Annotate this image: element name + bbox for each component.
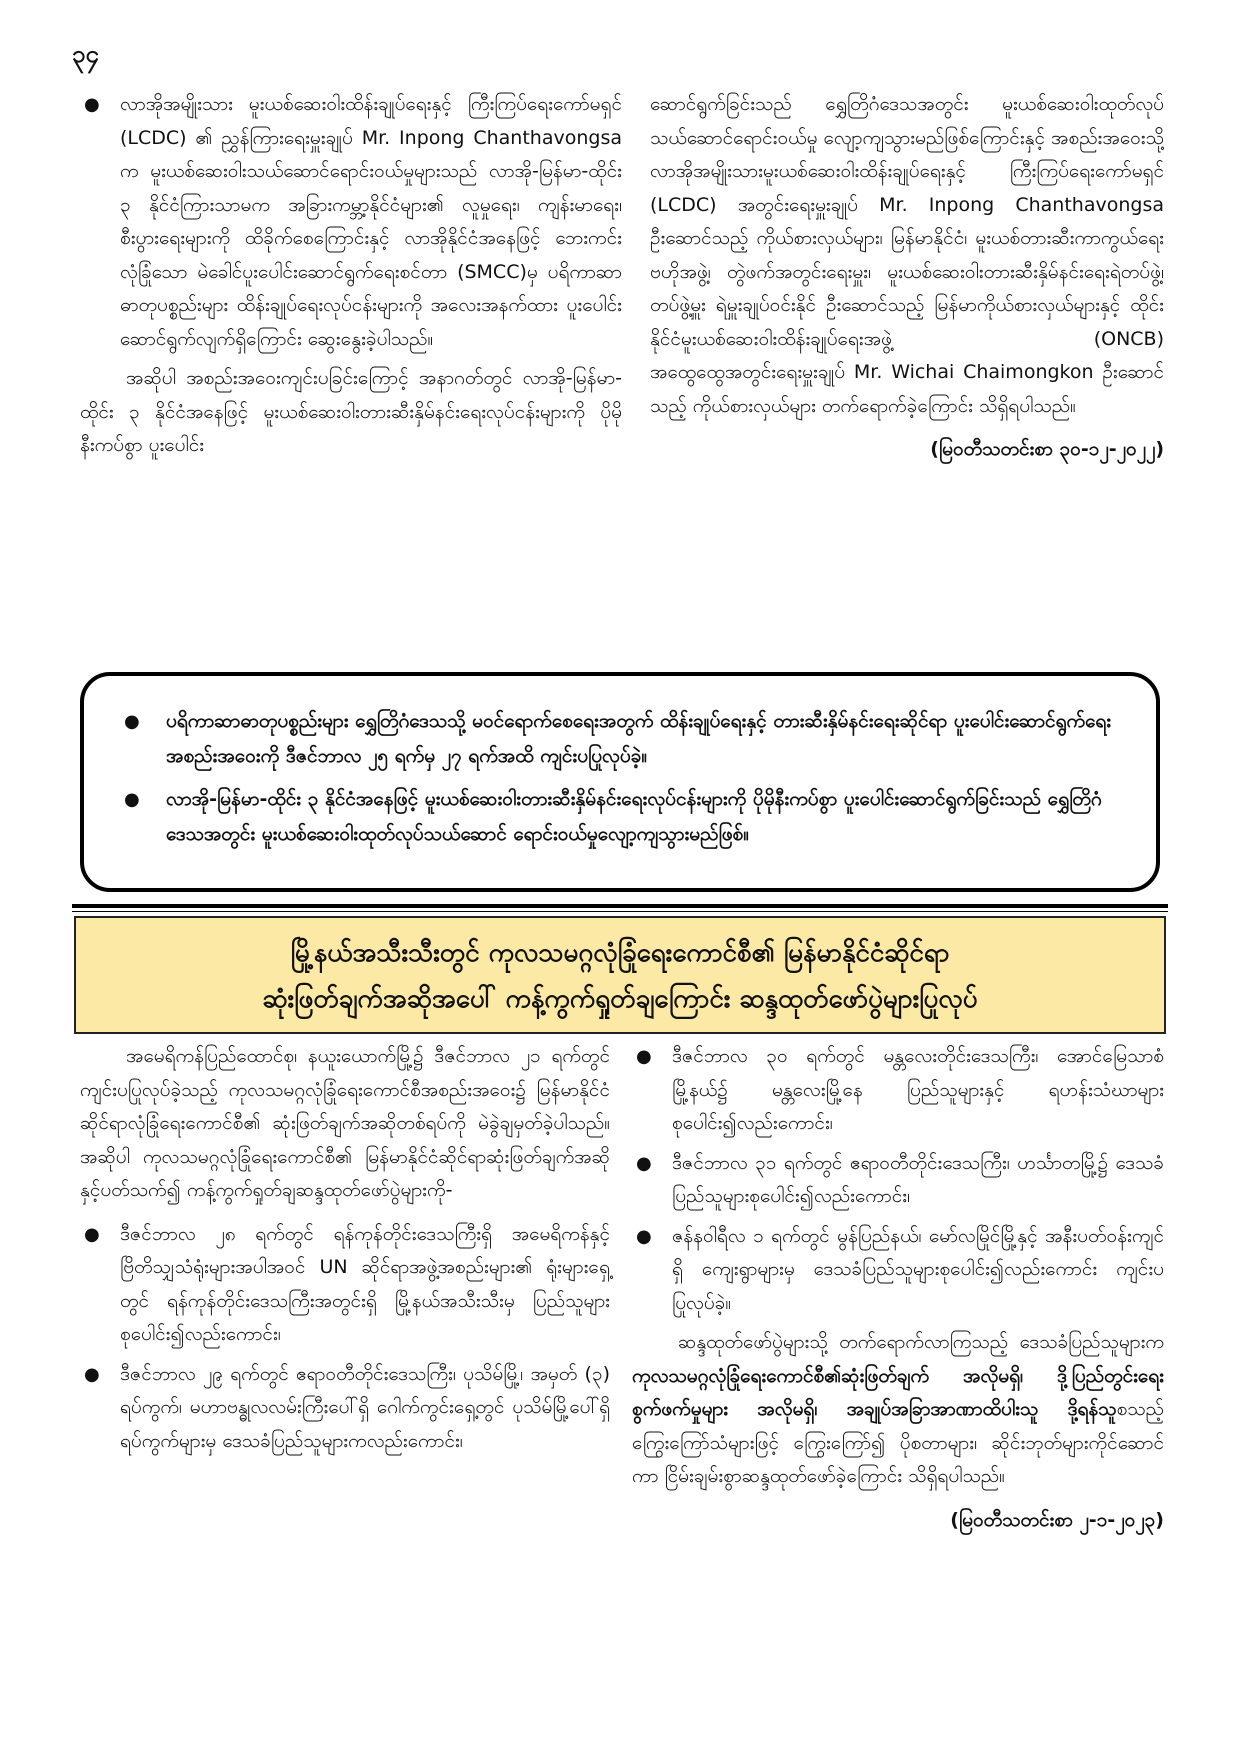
section-divider <box>72 904 1168 908</box>
protest-event-bullet: ● ဒီဇင်ဘာလ ၂၈ ရက်တွင် ရန်ကုန်တိုင်းဒေသကြီးရှိ အမေရိကန်နှင့် ဗြိတိသျှသံရုံးများအပါအဝင် UN ဆိုင်ရာအဖွဲ့အစည်းများ၏ ရုံးများရှေ့တွင် ရန်ကုန်တိုင်းဒေသကြီးအတွင်းရှိ မြို့နယ်အသီးသီးမှ ပြည်သူများစုပေါင်း၍လည်းကောင်း၊ <box>80 1218 610 1352</box>
page-number: ၃၄ <box>72 40 99 68</box>
slogans-text: ကုလသမဂ္ဂလုံခြုံရေးကောင်စီ၏ဆုံးဖြတ်ချက် အလိုမရှိ၊ ဒို့ပြည်တွင်းရေးစွက်ဖက်မှုများ အလိုမရှိ၊ အချုပ်အခြာအာဏာထိပါးသူ ဒို့ရန်သူ <box>632 1364 1164 1420</box>
protest-event-bullet: ● ဒီဇင်ဘာလ ၃၀ ရက်တွင် မန္တလေးတိုင်းဒေသကြီး၊ အောင်မြေသာစံမြို့နယ်၌ မန္တလေးမြို့နေ ပြည်သူများနှင့် ရဟန်းသံဃာများစုပေါင်း၍လည်းကောင်း၊ <box>632 1040 1164 1141</box>
top-right-column <box>650 88 1164 486</box>
protest-event-bullet: ● ဇန်နဝါရီလ ၁ ရက်တွင် မွန်ပြည်နယ်၊ မော်လမြိုင်မြို့နှင့် အနီးပတ်ဝန်းကျင်ရှိ ကျေးရွာများမှ ဒေသခံပြည်သူများစုပေါင်း၍လည်းကောင်း ကျင်းပပြုလုပ်ခဲ့။ <box>632 1220 1164 1321</box>
source-citation: (မြဝတီသတင်းစာ ၃၀-၁၂-၂၀၂၂) <box>930 438 1164 460</box>
closing-paragraph <box>632 1326 1164 1494</box>
summary-bullet: ● ပရိကာဆာဓာတုပစ္စည်းများ ရွှေတြိဂံဒေသသို့ မဝင်ရောက်စေရေးအတွက် ထိန်းချုပ်ရေးနှင့် တားဆီးနှိမ်နင်းရေးဆိုင်ရာ ပူးပေါင်းဆောင်ရွက်ရေးအစည်းအဝေးကို ဒီဇင်ဘာလ ၂၅ ရက်မှ ၂၇ ရက်အထိ ကျင်းပပြုလုပ်ခဲ့။ <box>120 704 1128 774</box>
bottom-right-column <box>632 1040 1164 1556</box>
attendees-paragraph: ဆောင်ရွက်ခြင်းသည် ရွှေတြိဂံဒေသအတွင်း မူးယစ်ဆေးဝါးထုတ်လုပ်သယ်ဆောင်ရောင်းဝယ်မှု လျော့ကျသွားမည်ဖြစ်ကြောင်းနှင့် အစည်းအဝေးသို့ လာအိုအမျိုးသားမူးယစ်ဆေးဝါးထိန်းချုပ်ရေးနှင့် ကြီးကြပ်ရေးကော်မရှင် (LCDC) အတွင်းရေးမှူးချုပ် Mr. Inpong Chanthavongsa ဦးဆောင်သည့် ကိုယ်စားလှယ်များ၊ မြန်မာနိုင်ငံ၊ မူးယစ်တားဆီးကာကွယ်ရေးဗဟိုအဖွဲ့၊ တွဲဖက်အတွင်းရေးမှူး၊ မူးယစ်ဆေးဝါးတားဆီးနှိမ်နင်းရေးရဲတပ်ဖွဲ့၊ တပ်ဖွဲ့မှူး ရဲမှူးချုပ်ဝင်းနိုင် ဦးဆောင်သည့် မြန်မာကိုယ်စားလှယ်များနှင့် ထိုင်းနိုင်ငံမူးယစ်ဆေးဝါးထိန်းချုပ်ရေးအဖွဲ့ (ONCB) အထွေထွေအတွင်းရေးမှူးချုပ် Mr. Wichai Chaimongkon ဦးဆောင်သည့် ကိုယ်စားလှယ်များ တက်ရောက်ခဲ့ကြောင်း သိရှိရပါသည်။ <box>650 93 1165 417</box>
top-left-column <box>80 88 622 463</box>
headline-line-1: မြို့နယ်အသီးသီးတွင် ကုလသမဂ္ဂလုံခြုံရေးကောင်စီ၏ မြန်မာနိုင်ငံဆိုင်ရာ <box>290 938 950 968</box>
closing-text: ဆန္ဒထုတ်ဖော်ပွဲများသို့ တက်ရောက်လာကြသည့် ဒေသခံပြည်သူများက <box>678 1331 1164 1353</box>
protest-event-bullet: ● ဒီဇင်ဘာလ ၂၉ ရက်တွင် ဧရာဝတီတိုင်းဒေသကြီး၊ ပုသိမ်မြို့၊ အမှတ် (၃) ရပ်ကွက်၊ မဟာဗန္ဓုလလမ်းကြီးပေါ်ရှိ ဂေါက်ကွင်းရှေ့တွင် ပုသိမ်မြို့ပေါ်ရှိ ရပ်ကွက်များမှ ဒေသခံပြည်သူများကလည်းကောင်း၊ <box>80 1358 610 1459</box>
protest-event-bullet: ● ဒီဇင်ဘာလ ၃၁ ရက်တွင် ဧရာဝတီတိုင်းဒေသကြီး၊ ဟင်္သာတမြို့၌ ဒေသခံပြည်သူများစုပေါင်း၍လည်းကောင်း၊ <box>632 1147 1164 1214</box>
summary-box <box>80 672 1160 892</box>
bottom-left-column <box>80 1040 610 1464</box>
headline-line-2: ဆုံးဖြတ်ချက်အဆိုအပေါ် ကန့်ကွက်ရှုတ်ချကြောင်း ဆန္ဒထုတ်ဖော်ပွဲများပြုလုပ် <box>262 984 978 1014</box>
closing-text-end: စသည့် ကြွေးကြော်သံများဖြင့် ကြွေးကြော်၍ ပိုစတာများ၊ ဆိုင်းဘုတ်များကိုင်ဆောင်ကာ ငြိမ်းချမ်းစွာဆန္ဒထုတ်ဖော်ခဲ့ကြောင်း သိရှိရပါသည်။ <box>632 1398 1164 1487</box>
lcdc-statement-bullet: ● လာအိုအမျိုးသား မူးယစ်ဆေးဝါးထိန်းချုပ်ရေးနှင့် ကြီးကြပ်ရေးကော်မရှင် (LCDC) ၏ ညွှန်ကြားရေးမှူးချုပ် Mr. Inpong Chanthavongsa က မူးယစ်ဆေးဝါးသယ်ဆောင်ရောင်းဝယ်မှုများသည် လာအို-မြန်မာ-ထိုင်း ၃ နိုင်ငံကြားသာမက အခြားကမ္ဘာ့နိုင်ငံများ၏ လူမှုရေး၊ ကျန်းမာရေး၊ စီးပွားရေးများကို ထိခိုက်စေကြောင်းနှင့် လာအိုနိုင်ငံအနေဖြင့် ဘေးကင်းလုံခြုံသော မဲခေါင်ပူးပေါင်းဆောင်ရွက်ရေးစင်တာ (SMCC)မှ ပရိကာဆာဓာတုပစ္စည်းများ ထိန်းချုပ်ရေးလုပ်ငန်းများကို အလေးအနက်ထား ပူးပေါင်းဆောင်ရွက်လျက်ရှိကြောင်း ဆွေးနွေးခဲ့ပါသည်။ <box>80 88 622 356</box>
article-headline <box>74 916 1166 1034</box>
intro-paragraph: အမေရိကန်ပြည်ထောင်စု၊ နယူးယောက်မြို့၌ ဒီဇင်ဘာလ ၂၁ ရက်တွင် ကျင်းပပြုလုပ်ခဲ့သည့် ကုလသမဂ္ဂလုံခြုံရေးကောင်စီအစည်းအဝေး၌ မြန်မာနိုင်ငံဆိုင်ရာလုံခြုံရေးကောင်စီ၏ ဆုံးဖြတ်ချက်အဆိုတစ်ရပ်ကို မဲခွဲချမှတ်ခဲ့ပါသည်။ အဆိုပါ ကုလသမဂ္ဂလုံခြုံရေးကောင်စီ၏ မြန်မာနိုင်ငံဆိုင်ရာဆုံးဖြတ်ချက်အဆိုနှင့်ပတ်သက်၍ ကန့်ကွက်ရှုတ်ချဆန္ဒထုတ်ဖော်ပွဲများကို- <box>80 1045 610 1201</box>
section-divider-thin <box>72 911 1168 912</box>
summary-bullet: ● လာအို-မြန်မာ-ထိုင်း ၃ နိုင်ငံအနေဖြင့် မူးယစ်ဆေးဝါးတားဆီးနှိမ်နင်းရေးလုပ်ငန်းများကို ပိုမိုနီးကပ်စွာ ပူးပေါင်းဆောင်ရွက်ခြင်းသည် ရွှေတြိဂံဒေသအတွင်း မူးယစ်ဆေးဝါးထုတ်လုပ်သယ်ဆောင် ရောင်းဝယ်မှုလျော့ကျသွားမည်ဖြစ်။ <box>120 782 1128 852</box>
meeting-outcome-paragraph: အဆိုပါ အစည်းအဝေးကျင်းပခြင်းကြောင့် အနာဂတ်တွင် လာအို-မြန်မာ-ထိုင်း ၃ နိုင်ငံအနေဖြင့် မူးယစ်ဆေးဝါးတားဆီးနှိမ်နင်းရေးလုပ်ငန်းများကို ပိုမိုနီးကပ်စွာ ပူးပေါင်း <box>80 367 622 456</box>
source-citation: (မြဝတီသတင်းစာ ၂-၁-၂၀၂၃) <box>950 1508 1164 1531</box>
